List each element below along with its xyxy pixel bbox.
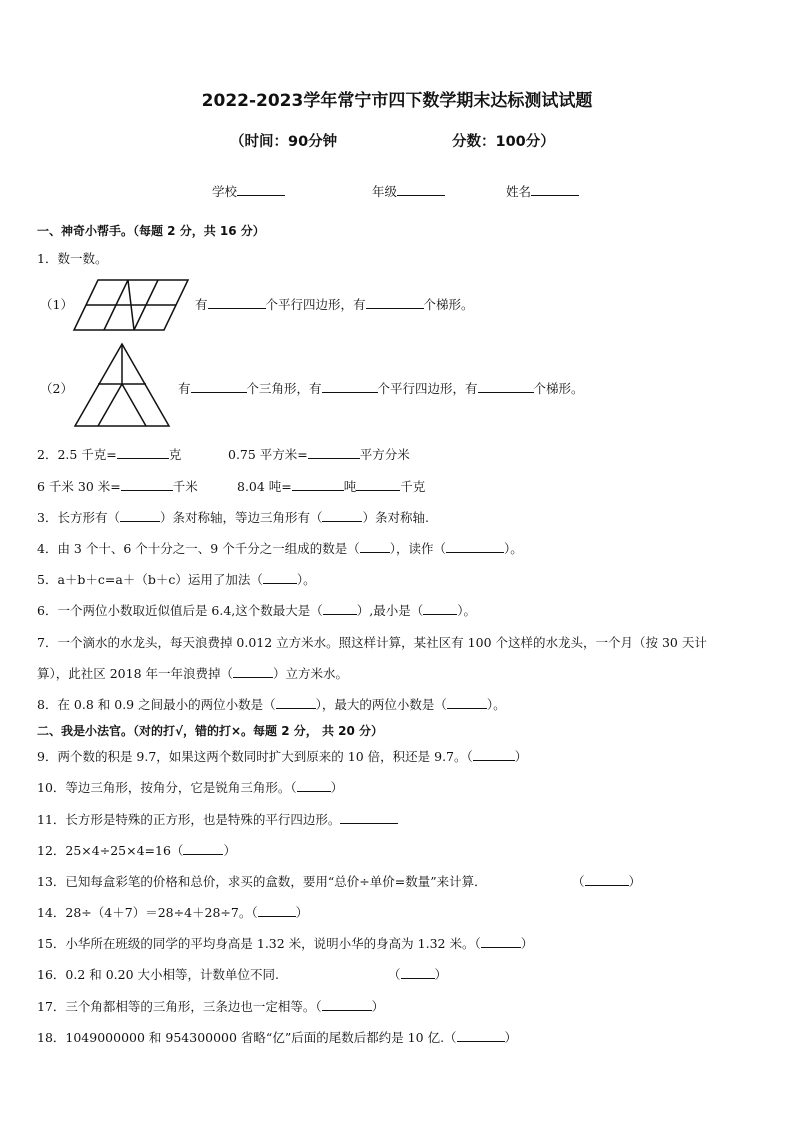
- answer-blank[interactable]: [423, 602, 457, 615]
- answer-blank[interactable]: [117, 446, 169, 459]
- answer-blank[interactable]: [356, 478, 400, 491]
- question-1-stem: 1．数一数。: [37, 251, 108, 266]
- question-18: 18．1049000000 和 954300000 省略“亿”后面的尾数后都约是 10 亿.（ ）: [37, 1030, 518, 1045]
- answer-blank[interactable]: [121, 478, 173, 491]
- answer-blank[interactable]: [322, 509, 362, 522]
- grade-blank: [397, 182, 445, 196]
- question-8: 8．在 0.8 和 0.9 之间最小的两位小数是（ ），最大的两位小数是（ ）。: [37, 697, 506, 712]
- answer-blank[interactable]: [457, 1029, 505, 1042]
- answer-blank[interactable]: [401, 966, 435, 979]
- answer-blank[interactable]: [447, 696, 487, 709]
- q1-part1-text: 有 个平行四边形，有 个梯形。: [195, 297, 474, 312]
- answer-blank[interactable]: [478, 380, 534, 393]
- question-10: 10．等边三角形，按角分，它是锐角三角形。（ ）: [37, 780, 344, 795]
- parallelogram-figure: [72, 278, 192, 334]
- answer-blank[interactable]: [263, 571, 297, 584]
- answer-blank[interactable]: [322, 998, 372, 1011]
- answer-blank[interactable]: [323, 602, 357, 615]
- section-1-heading: 一、神奇小帮手。（每题 2 分，共 16 分）: [37, 224, 265, 238]
- score-label: 分数：100分）: [452, 134, 555, 150]
- answer-blank[interactable]: [360, 540, 390, 553]
- answer-blank[interactable]: [120, 509, 160, 522]
- question-2-row-1: 2．2.5 千克= 克: [37, 447, 182, 462]
- answer-blank[interactable]: [308, 446, 360, 459]
- question-2-row-1b: 0.75 平方米= 平方分米: [228, 447, 410, 462]
- question-16: 16．0.2 和 0.20 大小相等，计数单位不同.: [37, 967, 280, 982]
- question-17: 17．三个角都相等的三角形，三条边也一定相等。（ ）: [37, 999, 385, 1014]
- question-7-line-2: 算），此社区 2018 年一年浪费掉（ ）立方米水。: [37, 666, 349, 681]
- answer-blank[interactable]: [473, 748, 515, 761]
- question-11: 11．长方形是特殊的正方形，也是特殊的平行四边形。: [37, 811, 398, 829]
- answer-blank[interactable]: [481, 935, 521, 948]
- grade-label: 年级: [372, 184, 398, 199]
- answer-blank[interactable]: [366, 296, 424, 309]
- school-blank: [237, 182, 285, 196]
- q1-part1-number: （1）: [40, 297, 73, 312]
- answer-blank[interactable]: [208, 296, 266, 309]
- question-12: 12．25×4÷25×4=16（ ）: [37, 843, 236, 858]
- section-2-heading: 二、我是小法官。（对的打√，错的打×。每题 2 分， 共 20 分）: [37, 724, 383, 738]
- answer-blank[interactable]: [322, 380, 378, 393]
- name-label: 姓名: [506, 184, 532, 199]
- question-16-answer: （ ）: [388, 967, 448, 982]
- time-label: （时间：90分钟: [230, 134, 338, 150]
- grade-field: [372, 182, 445, 200]
- answer-blank[interactable]: [191, 380, 247, 393]
- page-title: 2022-2023学年常宁市四下数学期末达标测试试题: [201, 91, 593, 111]
- answer-blank[interactable]: [446, 540, 504, 553]
- question-7-line-1: 7．一个滴水的水龙头，每天浪费掉 0.012 立方米水。照这样计算，某社区有 100 个这样的水龙头，一个月（按 30 天计: [37, 635, 707, 650]
- question-14: 14．28÷（4＋7）＝28÷4＋28÷7。（ ）: [37, 905, 309, 920]
- question-13: 13．已知每盒彩笔的价格和总价，求买的盒数，要用“总价÷单价=数量”来计算．: [37, 874, 487, 889]
- question-15: 15．小华所在班级的同学的平均身高是 1.32 米，说明小华的身高为 1.32 米。（ ）: [37, 936, 534, 951]
- question-3: 3．长方形有（ ）条对称轴，等边三角形有（ ）条对称轴.: [37, 510, 429, 525]
- answer-blank[interactable]: [258, 904, 296, 917]
- question-2-row-2b: 8.04 吨= 吨 千克: [237, 479, 426, 494]
- triangle-figure: [72, 342, 172, 428]
- question-4: 4．由 3 个十、6 个十分之一、9 个千分之一组成的数是（ ），读作（ ）。: [37, 541, 523, 556]
- q1-part2-number: （2）: [40, 381, 73, 396]
- question-9: 9．两个数的积是 9.7，如果这两个数同时扩大到原来的 10 倍，积还是 9.7。（ ）: [37, 749, 528, 764]
- answer-blank[interactable]: [233, 665, 273, 678]
- question-2-row-2: 6 千米 30 米= 千米: [37, 479, 198, 494]
- answer-blank[interactable]: [183, 842, 223, 855]
- school-field: [212, 182, 285, 200]
- answer-blank[interactable]: [297, 779, 331, 792]
- name-blank: [531, 182, 579, 196]
- question-6: 6．一个两位小数取近似值后是 6.4,这个数最大是（ ）,最小是（ ）。: [37, 603, 477, 618]
- name-field: [506, 182, 579, 200]
- answer-blank[interactable]: [276, 696, 316, 709]
- question-5: 5．a＋b＋c=a＋（b＋c）运用了加法（ ）。: [37, 572, 316, 587]
- answer-blank[interactable]: [292, 478, 344, 491]
- school-label: 学校: [212, 184, 238, 199]
- q1-part2-text: 有 个三角形，有 个平行四边形，有 个梯形。: [178, 381, 584, 396]
- answer-blank[interactable]: [340, 811, 398, 824]
- answer-blank[interactable]: [585, 873, 629, 886]
- question-13-answer: （ ）: [572, 874, 642, 889]
